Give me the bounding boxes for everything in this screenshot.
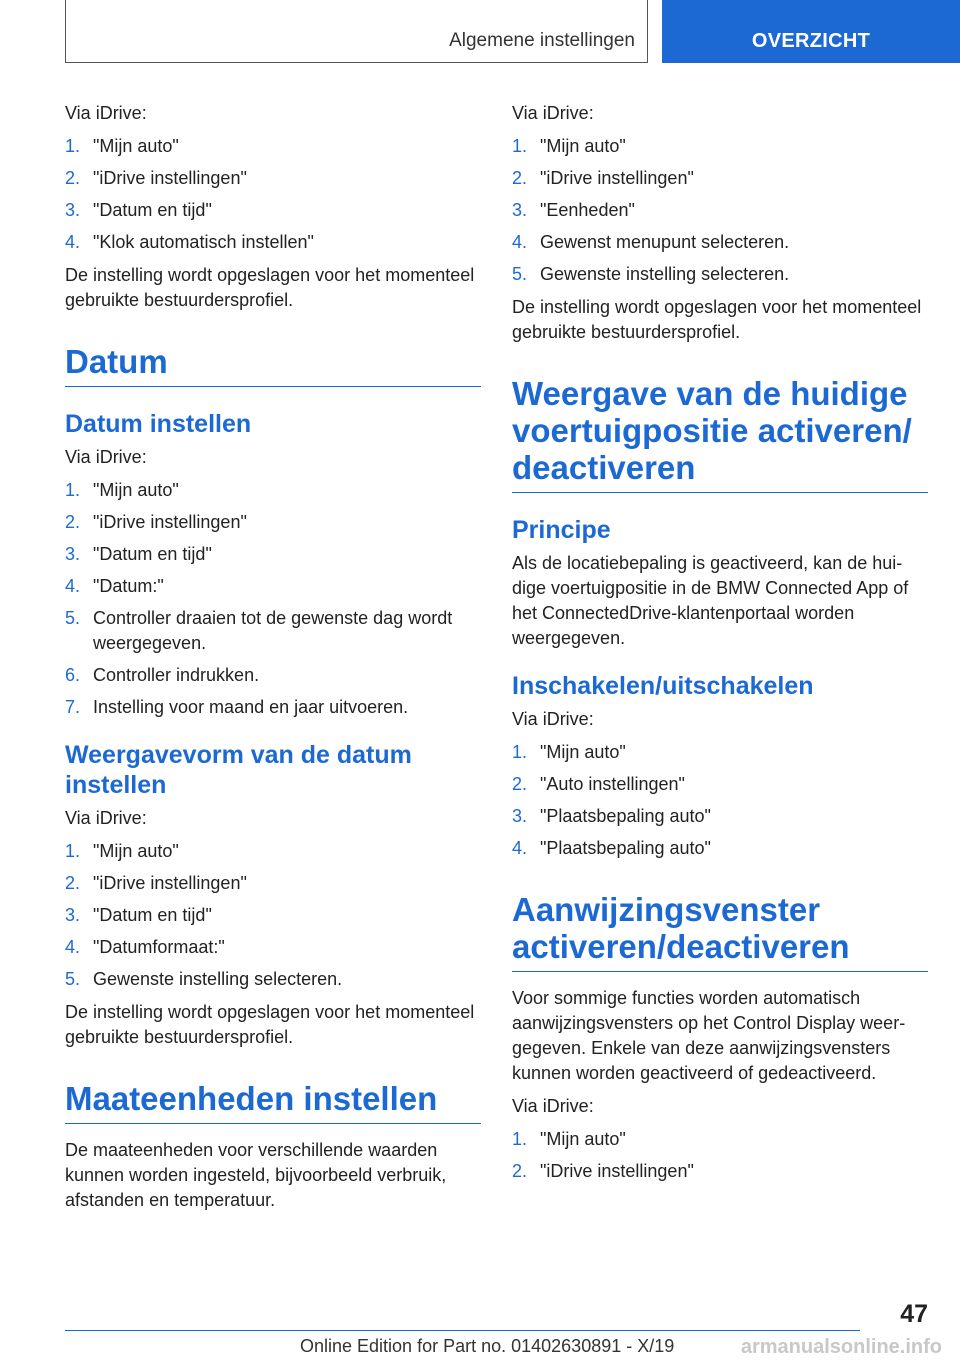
step-number: 5. [512,264,528,284]
step-text: "Mijn auto" [93,136,179,156]
step-text: "Plaatsbepaling auto" [540,806,711,826]
step-number: 3. [65,905,81,925]
list-item [512,1127,928,1152]
step-number: 5. [65,608,81,628]
step-number: 1. [65,841,81,861]
principe-text: Als de locatiebepaling is geactiveerd, kan de huidige voertuigpositie in de BMW Connected App of het ConnectedDrive-klantenportaal worden weergegeven. [512,553,909,648]
step-text: Instelling voor maand en jaar uitvoeren. [93,697,409,717]
step-number: 7. [65,697,81,717]
footer-edition: Online Edition for Part no. 01402630891 - X/19 [300,1336,675,1356]
step-text: Controller indrukken. [93,665,260,685]
step-number: 2. [65,168,81,188]
footer-divider [65,1330,860,1331]
step-text: "Klok automatisch instellen" [93,232,314,252]
step-number: 1. [65,480,81,500]
step-text: "iDrive instellingen" [93,512,247,532]
list-item [512,772,928,797]
step-number: 4. [65,937,81,957]
step-text: "Eenheden" [540,200,635,220]
step-number: 3. [65,544,81,564]
step-number: 4. [65,576,81,596]
list-item [512,836,928,861]
list-item [512,740,928,765]
list-item [512,1159,928,1184]
step-text: "iDrive instellingen" [540,1161,694,1181]
step-text: Gewenste instelling selecteren. [93,969,343,989]
step-number: 2. [512,168,528,188]
list-item [65,606,481,656]
datum-set-via: Via iDrive: [65,447,147,467]
list-item [65,839,481,864]
step-text: "Datum en tijd" [93,905,212,925]
step-text: "iDrive instellingen" [540,168,694,188]
intro-steps-list [65,134,481,255]
step-text: "Datumformaat:" [93,937,225,957]
list-item [65,663,481,688]
step-number: 4. [65,232,81,252]
step-number: 6. [65,665,81,685]
step-text: "Datum:" [93,576,164,596]
list-item [65,935,481,960]
datum-set-steps-list [65,478,481,720]
left-column [65,101,481,1221]
step-text: "Mijn auto" [540,1129,626,1149]
step-text: "iDrive instellingen" [93,168,247,188]
heading-maateenheden: Maateenheden instellen [65,1080,481,1124]
heading-datum-format: Weergavevorm van de datum instellen [65,741,412,799]
heading-inschakelen: Inschakelen/uitschakelen [512,672,814,700]
heading-datum-instellen: Datum instellen [65,410,252,438]
list-item [65,478,481,503]
list-item [65,967,481,992]
aanwijzingsvenster-steps-list [512,1127,928,1184]
list-item [65,542,481,567]
aanwijzingsvenster-text: Voor sommige functies worden automatisch aanwijzingsvensters op het Control Display weergegeven. Enkele van deze aanwijzingsvensters kunnen worden geactiveerd of gedeactiveerd. [512,988,906,1083]
heading-datum: Datum [65,343,481,387]
units-note: De instelling wordt opgeslagen voor het momenteel gebruikte bestuurdersprofiel. [512,297,922,342]
watermark-logo: armanualsonline.info [740,1336,942,1358]
list-item [65,510,481,535]
step-number: 1. [65,136,81,156]
step-number: 5. [65,969,81,989]
step-text: "Mijn auto" [540,136,626,156]
step-number: 2. [65,873,81,893]
list-item [65,134,481,159]
list-item [65,903,481,928]
step-text: "Datum en tijd" [93,544,212,564]
step-text: "Datum en tijd" [93,200,212,220]
units-via: Via iDrive: [512,103,594,123]
step-text: "Auto instellingen" [540,774,685,794]
maateenheden-text: De maateenheden voor verschillende waarden kunnen worden ingesteld, bijvoorbeeld verbruik, afstanden en temperatuur. [65,1140,447,1210]
step-number: 3. [65,200,81,220]
list-item [512,198,928,223]
header-section-title: Algemene instellingen [65,0,648,63]
units-steps-list [512,134,928,287]
list-item [65,230,481,255]
step-number: 2. [512,774,528,794]
heading-voertuigpositie: Weergave van de huidige voertuigpositie activeren/ deactiveren [512,375,928,493]
list-item [65,574,481,599]
datum-format-note: De instelling wordt opgeslagen voor het momenteel gebruikte bestuurdersprofiel. [65,1002,475,1047]
step-text: Controller draaien tot de gewenste dag wordt weergegeven. [93,608,453,653]
list-item [512,262,928,287]
list-item [512,230,928,255]
list-item [65,198,481,223]
step-text: "Plaatsbepaling auto" [540,838,711,858]
step-text: Gewenste instelling selecteren. [540,264,790,284]
step-number: 4. [512,838,528,858]
intro-via: Via iDrive: [65,103,147,123]
heading-principe: Principe [512,516,611,544]
page-number: 47 [900,1300,928,1328]
step-text: "Mijn auto" [93,841,179,861]
aanwijzingsvenster-via: Via iDrive: [512,1096,594,1116]
intro-note: De instelling wordt opgeslagen voor het momenteel gebruikte bestuurdersprofiel. [65,265,475,310]
step-text: "Mijn auto" [540,742,626,762]
step-number: 2. [65,512,81,532]
datum-format-via: Via iDrive: [65,808,147,828]
step-number: 4. [512,232,528,252]
list-item [512,804,928,829]
step-number: 1. [512,136,528,156]
list-item [512,166,928,191]
list-item [65,695,481,720]
step-text: Gewenst menupunt selecteren. [540,232,790,252]
header-tab-overview[interactable]: OVERZICHT [662,0,960,63]
step-number: 1. [512,1129,528,1149]
list-item [65,166,481,191]
step-text: "iDrive instellingen" [93,873,247,893]
step-number: 3. [512,806,528,826]
datum-format-steps-list [65,839,481,992]
inschakelen-steps-list [512,740,928,861]
list-item [512,134,928,159]
step-number: 2. [512,1161,528,1181]
heading-aanwijzingsvenster: Aanwijzingsvenster activeren/deactiveren [512,891,928,972]
step-text: "Mijn auto" [93,480,179,500]
right-column [512,101,928,1192]
step-number: 3. [512,200,528,220]
list-item [65,871,481,896]
inschakelen-via: Via iDrive: [512,709,594,729]
step-number: 1. [512,742,528,762]
